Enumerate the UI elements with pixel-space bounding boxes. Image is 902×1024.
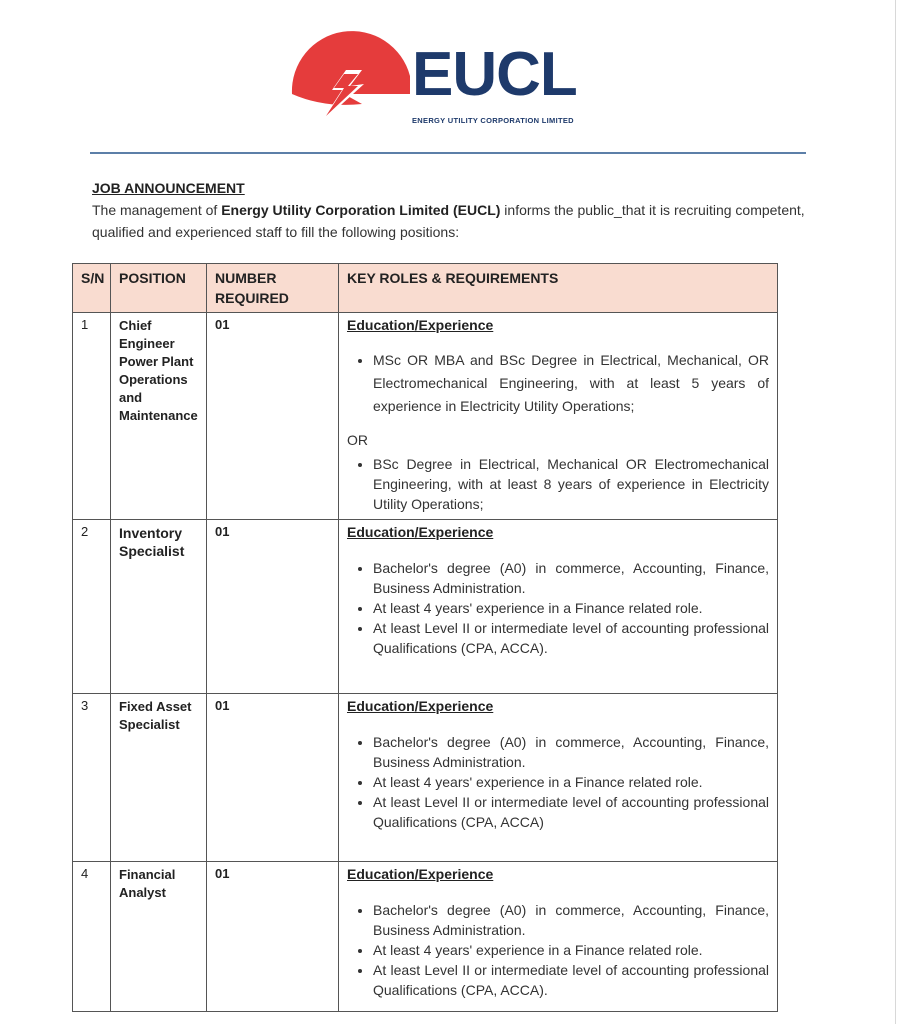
announcement-intro — [92, 199, 812, 243]
row-sn: 1 — [73, 313, 111, 520]
announcement-title: JOB ANNOUNCEMENT — [92, 180, 245, 196]
row-number-required: 01 — [207, 694, 339, 862]
table-row — [73, 520, 778, 694]
row-number-required: 01 — [207, 313, 339, 520]
row-position: Financial Analyst — [111, 862, 207, 1012]
row-number-required: 01 — [207, 862, 339, 1012]
requirement-item: • At least Level II or intermediate level of accounting professional Qualifications (CPA, ACCA). — [373, 618, 769, 658]
requirements-list — [347, 732, 769, 832]
positions-table — [72, 263, 778, 1012]
requirement-item: • BSc Degree in Electrical, Mechanical OR Electromechanical Engineering, with at least 8 years of experience in Electricity Utility Operations; — [373, 454, 769, 514]
or-separator: OR — [347, 432, 368, 448]
row-sn: 4 — [73, 862, 111, 1012]
header-position: POSITION — [111, 264, 207, 313]
requirements-list — [347, 349, 769, 418]
company-name: Energy Utility Corporation Limited (EUCL) — [221, 202, 501, 218]
row-requirements — [339, 862, 778, 1012]
row-number-required: 01 — [207, 520, 339, 694]
requirement-item: • Bachelor's degree (A0) in commerce, Accounting, Finance, Business Administration. — [373, 900, 769, 940]
intro-text-end: informs the public_that it is recruiting competent, qualified and experienced staff to fill the following positions: — [92, 202, 805, 240]
requirement-item: • At least Level II or intermediate level of accounting professional Qualifications (CPA, ACCA). — [373, 960, 769, 1000]
header-number-required: NUMBER REQUIRED — [207, 264, 339, 313]
section-heading: Education/Experience — [347, 698, 494, 714]
intro-text-start: The management of — [92, 202, 222, 218]
requirements-list — [347, 558, 769, 658]
table-row — [73, 862, 778, 1012]
row-position: Fixed Asset Specialist — [111, 694, 207, 862]
row-requirements — [339, 313, 778, 520]
section-heading: Education/Experience — [347, 317, 494, 333]
eucl-logo — [284, 24, 614, 134]
page-edge — [895, 0, 896, 1024]
logo-subtitle: ENERGY UTILITY CORPORATION LIMITED — [412, 116, 574, 125]
requirement-item: • At least 4 years' experience in a Finance related role. — [373, 772, 769, 792]
requirement-item: • Bachelor's degree (A0) in commerce, Accounting, Finance, Business Administration. — [373, 732, 769, 772]
section-heading: Education/Experience — [347, 524, 494, 540]
requirement-item: • Bachelor's degree (A0) in commerce, Accounting, Finance, Business Administration. — [373, 558, 769, 598]
logo-wordmark: EUCL — [412, 40, 577, 109]
requirements-list — [347, 900, 769, 1000]
logo-emblem-icon — [284, 24, 414, 134]
requirement-item: • MSc OR MBA and BSc Degree in Electrical, Mechanical, OR Electromechanical Engineering, with at least 5 years of experience in Electricity Utility Operations; — [373, 349, 769, 418]
table-row — [73, 313, 778, 520]
requirement-item: • At least 4 years' experience in a Finance related role. — [373, 940, 769, 960]
header-sn: S/N — [73, 264, 111, 313]
row-position: Chief Engineer Power Plant Operations and Maintenance — [111, 313, 207, 520]
row-requirements — [339, 520, 778, 694]
row-position: Inventory Specialist — [111, 520, 207, 694]
header-divider — [90, 152, 806, 154]
header-key-roles: KEY ROLES & REQUIREMENTS — [339, 264, 778, 313]
row-requirements — [339, 694, 778, 862]
requirement-item: • At least Level II or intermediate level of accounting professional Qualifications (CPA, ACCA) — [373, 792, 769, 832]
requirement-item: • At least 4 years' experience in a Finance related role. — [373, 598, 769, 618]
section-heading: Education/Experience — [347, 866, 494, 882]
row-sn: 3 — [73, 694, 111, 862]
requirements-list — [347, 454, 769, 514]
table-row — [73, 694, 778, 862]
table-header-row — [73, 264, 778, 313]
row-sn: 2 — [73, 520, 111, 694]
